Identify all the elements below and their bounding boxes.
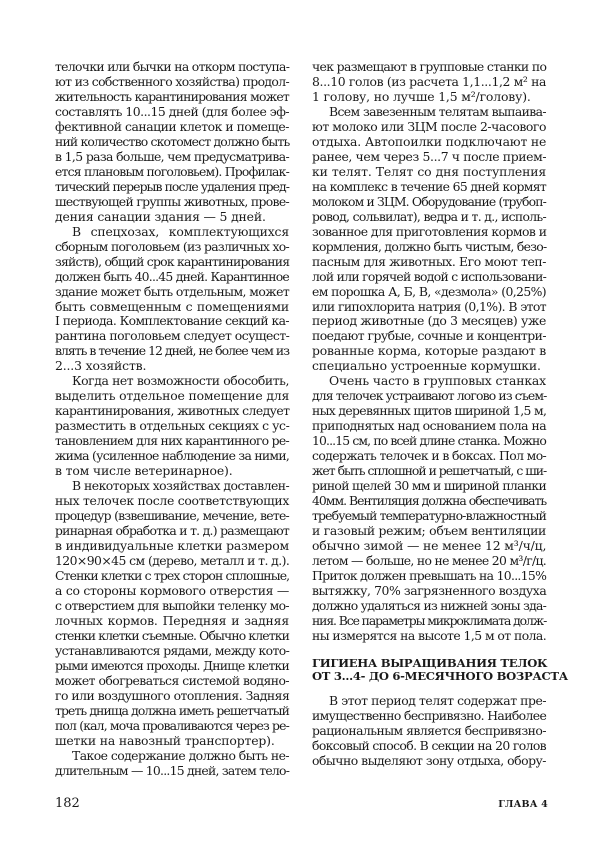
text-line: Всем завезенным телятам выпаива- [329, 103, 546, 119]
text-line: устанавливаются рядами, между кото- [55, 642, 290, 658]
text-line: ны измерятся на высоте 1,5 м от пола. [312, 627, 547, 643]
text-line: карантинирования, животных следует [55, 403, 290, 419]
text-line: влять в течение 12 дней, не более чем из [55, 343, 289, 359]
text-line: летом — больше, но не менее 20 м³/г/ц. [312, 552, 547, 568]
text-line: рациональным является беспривязно- [312, 722, 546, 738]
text-line: ется плановым поголовьем). Профилак- [55, 163, 289, 179]
text-line: сборным поголовьем (из различных хо- [55, 238, 289, 254]
text-line: шествующей группы животных, прове- [55, 193, 289, 209]
text-line: ных телочек после соответствующих [55, 493, 290, 509]
text-line: или гипохлорита натрия (0,1%). В этот [312, 298, 546, 314]
text-line: а со стороны кормового отверстия — [55, 582, 289, 598]
text-line: 2...3 хозяйств. [55, 358, 147, 374]
text-line: В спецхозах, комплектующихся [72, 223, 289, 239]
text-line: может обогреваться системой водяно- [55, 672, 289, 688]
text-line: и газовый режим; объем вентиляции [312, 523, 546, 539]
spacer [312, 683, 546, 693]
text-line: телочки или бычки на откорм поступа- [55, 59, 290, 74]
text-line: в индивидуальные клетки размером [55, 538, 289, 553]
text-line: ки телят. Телят со дня поступления [312, 163, 546, 179]
text-line: Такое содержание должно быть не- [72, 747, 289, 763]
running-footer-chapter: ГЛАВА 4 [498, 799, 548, 810]
text-line: составлять 10...15 дней (для более эф- [55, 103, 290, 119]
text-line: 10...15 см, по всей длине станка. Можно [312, 433, 546, 449]
text-line: 120×90×45 см (дерево, металл и т. д.). [55, 552, 290, 568]
text-line: пасным для животных. Его моют теп- [312, 253, 546, 269]
text-line: ют молоко или ЗЦМ после 2-часового [312, 118, 546, 134]
text-line: ных деревянных щитов шириной 1,5 м, [312, 403, 547, 419]
text-line: фективной санации клеток и помеще- [55, 118, 289, 134]
text-line: поедают грубые, сочные и концентри- [312, 328, 547, 344]
text-line: обычно выделяют зону отдыха, обору- [312, 752, 546, 768]
text-line: В этот период телят содержат пре- [329, 692, 547, 708]
text-line: ний количество скотомест должно быть [55, 133, 290, 149]
text-line: го или воздушного отопления. Задняя [55, 687, 290, 703]
text-line: дения санации здания — 5 дней. [55, 208, 266, 224]
text-line: ранее, чем через 5...7 ч после прием- [312, 148, 547, 164]
text-line: тический перерыв после удаления пред- [55, 178, 289, 194]
text-line: в 1,5 раза больше, чем предусматрива- [55, 148, 289, 164]
text-line: треть днища должна иметь решетчатый [55, 702, 289, 718]
text-line: быть совмещенным с помещениями [55, 298, 289, 314]
text-line: период животные (до 3 месяцев) уже [312, 313, 546, 329]
right-column-body-before-heading [312, 59, 546, 643]
text-line: должно удаляться из нижней зоны зда- [312, 597, 546, 613]
text-line: 8...10 голов (из расчета 1,1...1,2 м² на [312, 73, 546, 89]
text-line: специально устроенные кормушки. [312, 358, 541, 374]
text-line: молоком и ЗЦМ. Оборудование (трубоп- [312, 193, 546, 209]
text-line: I периода. Комплектование секций ка- [55, 313, 289, 329]
text-line: вытяжку, 70% загрязненного воздуха [312, 582, 547, 598]
text-line: обычно зимой — не менее 12 м³/ч/ц, [312, 538, 547, 553]
text-line: чек размещают в групповые станки по [312, 59, 547, 74]
text-line: боксовый способ. В секции на 20 голов [312, 737, 546, 753]
text-line: разместить в отдельных секциях с ус- [55, 418, 290, 434]
text-line: приподнятых над основанием пола на [312, 418, 547, 434]
text-line: Когда нет возможности обособить, [72, 373, 289, 389]
text-line: риной щелей 30 мм и шириной планки [312, 478, 547, 494]
page-number: 182 [55, 796, 80, 811]
section-heading-line-1: ГИГИЕНА ВЫРАЩИВАНИЯ ТЕЛОК [312, 655, 548, 670]
text-line: Стенки клетки с трех сторон сплошные, [55, 567, 290, 583]
text-line: пол (кал, моча проваливаются через ре- [55, 717, 289, 733]
text-line: Приток должен превышать на 10...15% [312, 567, 547, 583]
text-line: выделить отдельное помещение для [55, 388, 290, 404]
text-line: зованное для приготовления кормов и [312, 223, 547, 239]
text-line: рованные корма, которые раздают в [312, 343, 546, 359]
text-line: содержать телочек и в боксах. Пол мо- [312, 448, 547, 464]
text-line: должен быть 40...45 дней. Карантинное [55, 268, 289, 284]
text-line: рыми имеются проходы. Днище клетки [55, 657, 289, 673]
text-line: рантина поголовьем следует осущест- [55, 328, 290, 344]
text-line: длительным — 10...15 дней, затем тело- [55, 762, 290, 778]
spacer [312, 643, 546, 657]
text-line: процедур (взвешивание, мечение, вете- [55, 508, 289, 524]
text-line: ем порошка А, Б, В, «дезмола» (0,25%) [312, 283, 546, 299]
text-line: с отверстием для выпойки теленку мо- [55, 597, 289, 613]
left-column [55, 59, 289, 778]
text-line: жет быть сплошной и решетчатый, с ши- [312, 463, 547, 479]
right-column-body-after-heading [312, 693, 546, 768]
text-line: отдыха. Автопоилки подключают не [312, 133, 547, 149]
text-line: Очень часто в групповых станках [329, 373, 546, 389]
text-line: для телочек устраивают логово из съем- [312, 388, 547, 404]
text-line: В некоторых хозяйствах доставлен- [72, 478, 290, 494]
text-line: жительность карантинирования может [55, 88, 289, 104]
text-line: стенки клетки съемные. Обычно клетки [55, 627, 289, 643]
text-line: кормления, должно быть чистым, безо- [312, 238, 547, 254]
text-line: ровод, сольвилат), ведра и т. д., исполь- [312, 208, 546, 224]
text-line: тановлением для них карантинного ре- [55, 433, 290, 449]
text-line: требуемый температурно-влажностный [312, 508, 547, 524]
text-line: на комплекс в течение 65 дней кормят [312, 178, 547, 194]
section-heading [312, 655, 568, 683]
text-line: имущественно беспривязно. Наиболее [312, 707, 547, 723]
section-heading-line-2: ОТ 3...4- ДО 6-МЕСЯЧНОГО ВОЗРАСТА [312, 668, 568, 683]
text-line: ринарная обработка и т. д.) размещают [55, 523, 289, 539]
text-line: шетки на навозный транспортер). [55, 732, 275, 748]
text-line: зяйств), общий срок карантинирования [55, 253, 290, 269]
text-line: лочных кормов. Передняя и задняя [55, 612, 289, 628]
text-line: жима (усиленное наблюдение за ними, [55, 448, 290, 464]
text-line: в том числе ветеринарное). [55, 463, 233, 479]
right-column [312, 59, 568, 768]
text-line: 1 голову, но лучше 1,5 м²/голову). [312, 88, 531, 104]
text-line: ния. Все параметры микроклимата долж- [312, 612, 547, 628]
text-line: 40мм. Вентиляция должна обеспечивать [312, 493, 547, 509]
text-line: ют из собственного хозяйства) продол- [55, 73, 289, 89]
text-line: лой или горячей водой с использовани- [312, 268, 547, 284]
text-line: здание может быть отдельным, может [55, 283, 290, 299]
